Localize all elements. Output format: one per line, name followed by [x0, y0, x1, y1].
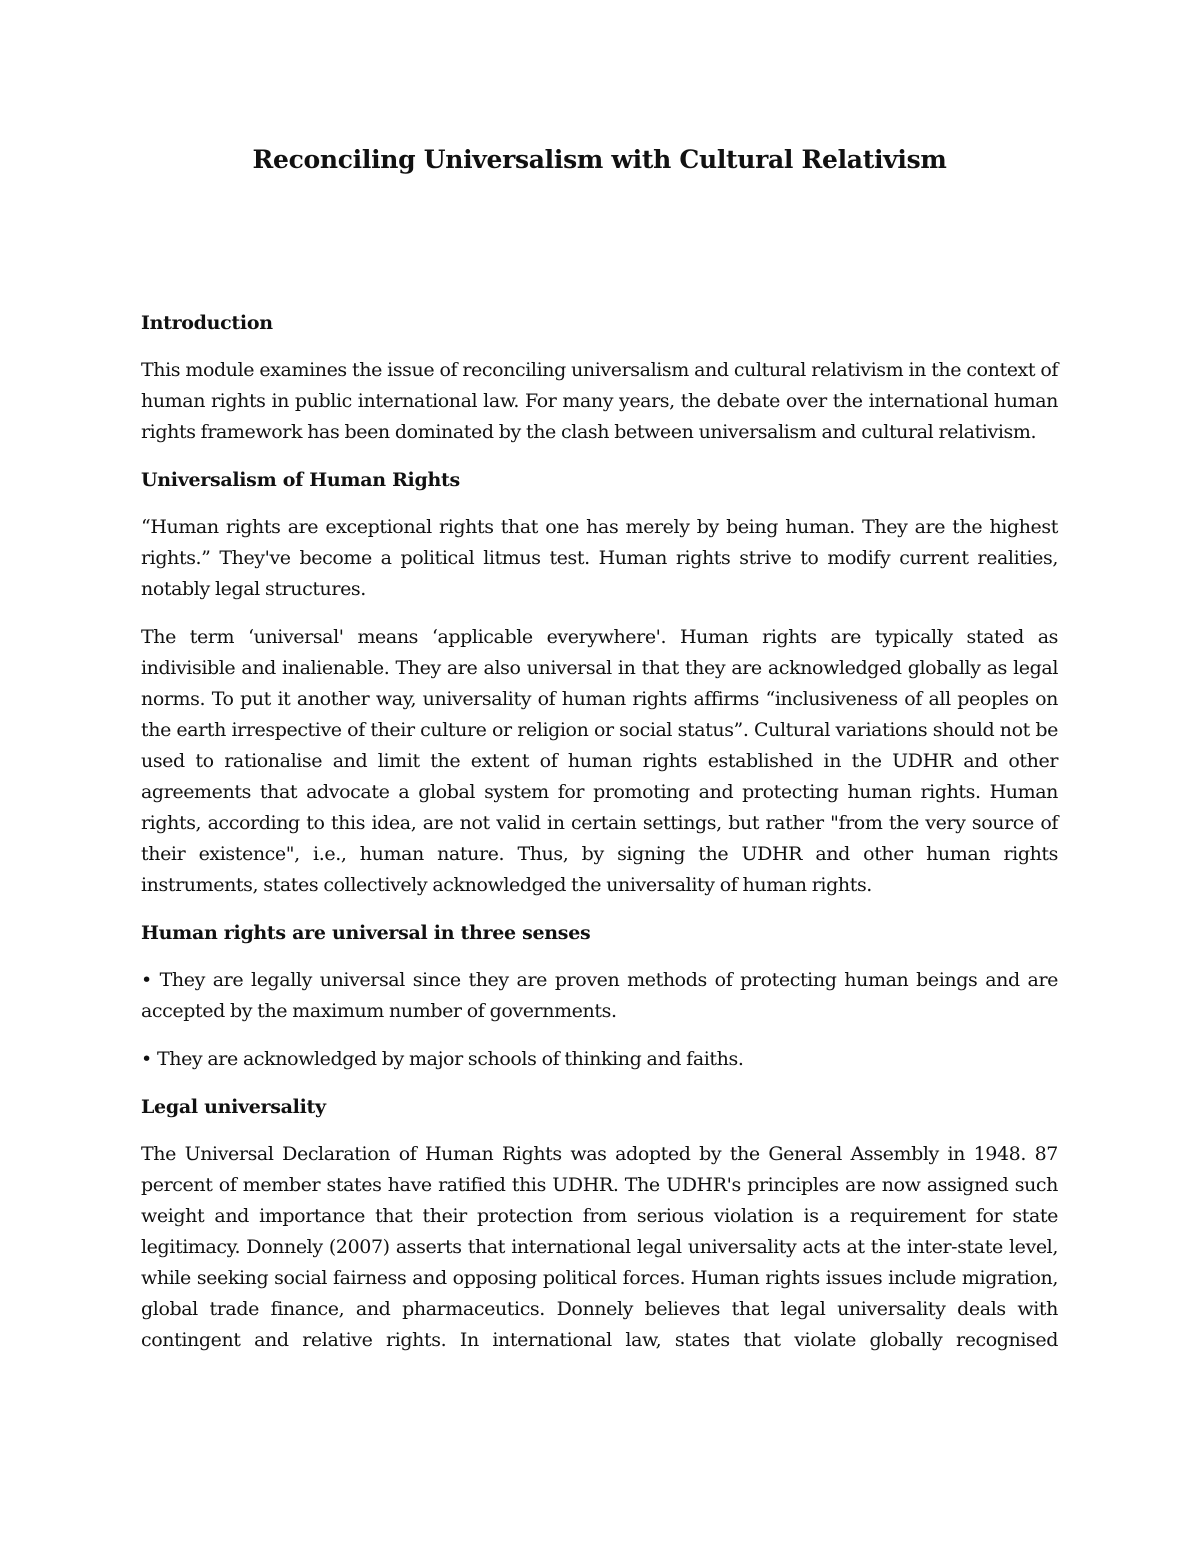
legal-universality-paragraph: The Universal Declaration of Human Rights was adopted by the General Assembly in 1948. 87 percent of member states have ratified this UDHR. The UDHR's principles are now assigned such weight and importance that their protection from serious violation is a requirement for state legitimacy. Donnely (2007) asserts that international legal universality acts at the inter-state level, while seeking social fairness and opposing political forces. Human rights issues include migration, global trade finance, and pharmaceutics. Donnely believes that legal universality deals with contingent and relative rights. In international law, states that violate globally recognised [141, 1143, 1058, 1351]
bullet-text-1: They are legally universal since they are proven methods of protecting human beings and are accepted by the maximum number of governments. [141, 969, 1059, 1022]
introduction-heading: Introduction [141, 312, 273, 334]
document-body [141, 138, 1058, 1373]
bullet-item-2 [141, 1044, 1058, 1075]
universalism-paragraph-1: “Human rights are exceptional rights that one has merely by being human. They are the highest rights.” They've become a political litmus test. Human rights strive to modify current realities, notably legal structures. [141, 516, 1058, 600]
introduction-paragraph: This module examines the issue of reconciling universalism and cultural relativism in the context of human rights in public international law. For many years, the debate over the international human rights framework has been dominated by the clash between universalism and cultural relativism. [141, 359, 1058, 443]
bullet-icon: • [141, 969, 152, 991]
universalism-paragraph-2: The term ‘universal' means ‘applicable everywhere'. Human rights are typically stated as indivisible and inalienable. They are also universal in that they are acknowledged globally as legal norms. To put it another way, universality of human rights affirms “inclusiveness of all peoples on the earth irrespective of their culture or religion or social status”. Cultural variations should not be used to rationalise and limit the extent of human rights established in the UDHR and other agreements that advocate a global system for promoting and protecting human rights. Human rights, according to this idea, are not valid in certain settings, but rather "from the very source of their existence", i.e., human nature. Thus, by signing the UDHR and other human rights instruments, states collectively acknowledged the universality of human rights. [141, 626, 1058, 896]
bullet-item-1 [141, 965, 1058, 1027]
bullet-text-2: They are acknowledged by major schools of thinking and faiths. [156, 1048, 744, 1070]
bullet-icon: • [141, 1048, 152, 1070]
three-senses-heading: Human rights are universal in three senses [141, 922, 591, 944]
universalism-heading: Universalism of Human Rights [141, 469, 460, 491]
legal-universality-heading: Legal universality [141, 1096, 326, 1118]
document-title: Reconciling Universalism with Cultural Relativism [252, 145, 947, 174]
